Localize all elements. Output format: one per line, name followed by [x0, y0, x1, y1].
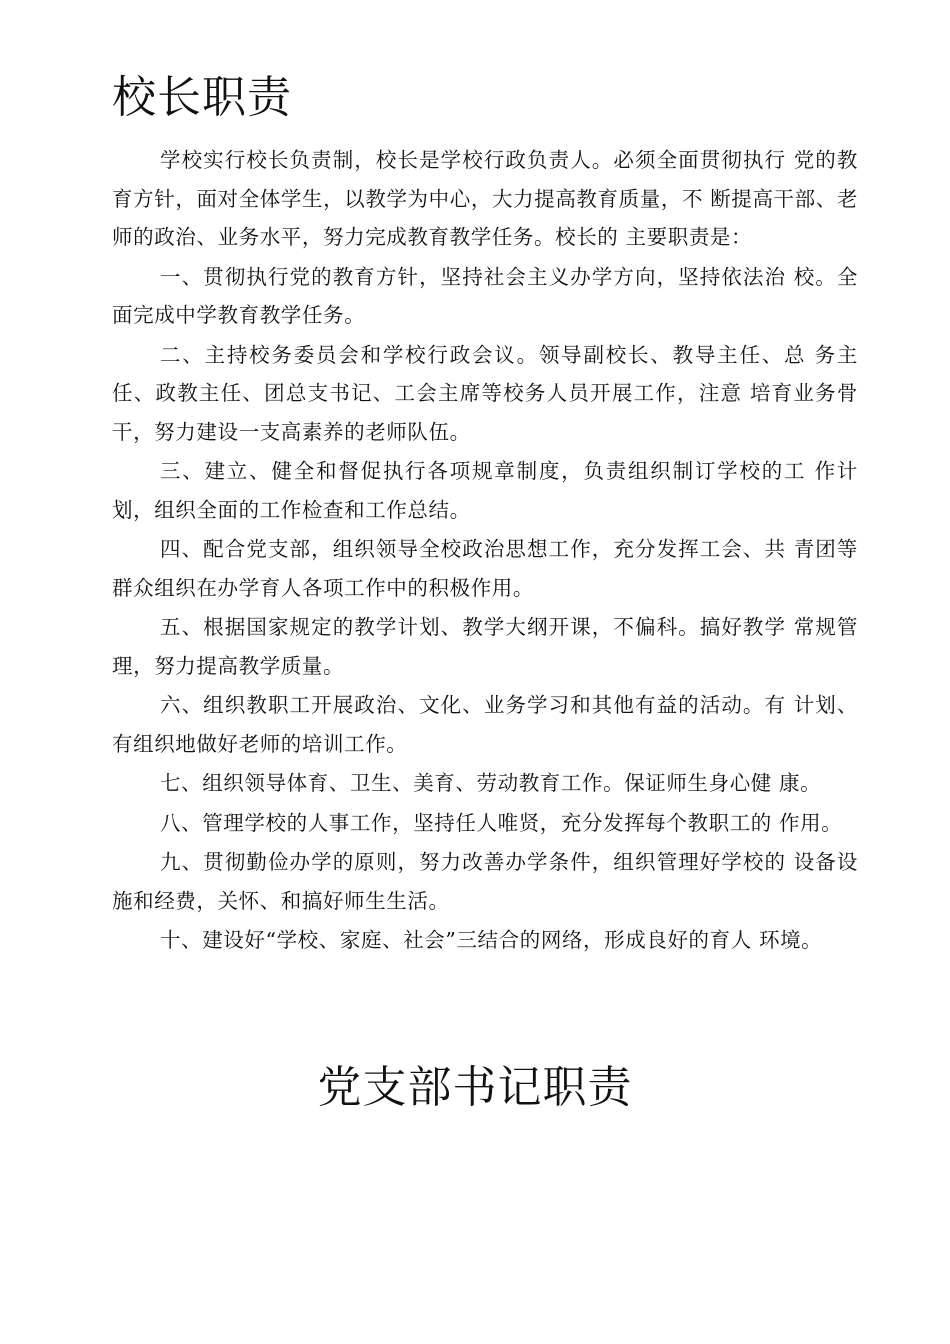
duty-item-9: 九、贯彻勤俭办学的原则，努力改善办学条件，组织管理好学校的 设备设施和经费，关怀、和搞好师生生活。 [112, 850, 858, 913]
intro-paragraph: 学校实行校长负责制，校长是学校行政负责人。必须全面贯彻执行 党的教育方针，面对全体学生，以教学为中心，大力提高教育质量，不 断提高干部、老师的政治、业务水平，努力完成教育教学任务。校长的 主要职责是： [112, 148, 858, 249]
document-body [112, 141, 858, 961]
duty-item-4: 四、配合党支部，组织领导全校政治思想工作，充分发挥工会、共 青团等群众组织在办学育人各项工作中的积极作用。 [112, 537, 858, 600]
duty-item-3: 三、建立、健全和督促执行各项规章制度，负责组织制订学校的工 作计划，组织全面的工作检查和工作总结。 [112, 459, 858, 522]
duty-item-2: 二、主持校务委员会和学校行政会议。领导副校长、教导主任、总 务主任、政教主任、团总支书记、工会主席等校务人员开展工作，注意 培育业务骨干，努力建设一支高素养的老师队伍。 [112, 342, 858, 444]
duty-item-7: 七、组织领导体育、卫生、美育、劳动教育工作。保证师生身心健 康。 [160, 771, 822, 795]
section-title: 党支部书记职责 [317, 1062, 633, 1113]
duty-item-1: 一、贯彻执行党的教育方针，坚持社会主义办学方向，坚持依法治 校。全面完成中学教育教学任务。 [112, 264, 858, 327]
page-title: 校长职责 [112, 72, 292, 123]
duty-item-5: 五、根据国家规定的教学计划、教学大纲开课，不偏科。搞好教学 常规管理，努力提高教学质量。 [112, 615, 858, 678]
duty-item-8: 八、管理学校的人事工作，坚持任人唯贤，充分发挥每个教职工的 作用。 [160, 810, 843, 835]
duty-item-6: 六、组织教职工开展政治、文化、业务学习和其他有益的活动。有 计划、有组织地做好老师的培训工作。 [112, 693, 858, 756]
duty-item-10: 十、建设好“学校、家庭、社会”三结合的网络，形成良好的育人 环境。 [160, 928, 823, 952]
